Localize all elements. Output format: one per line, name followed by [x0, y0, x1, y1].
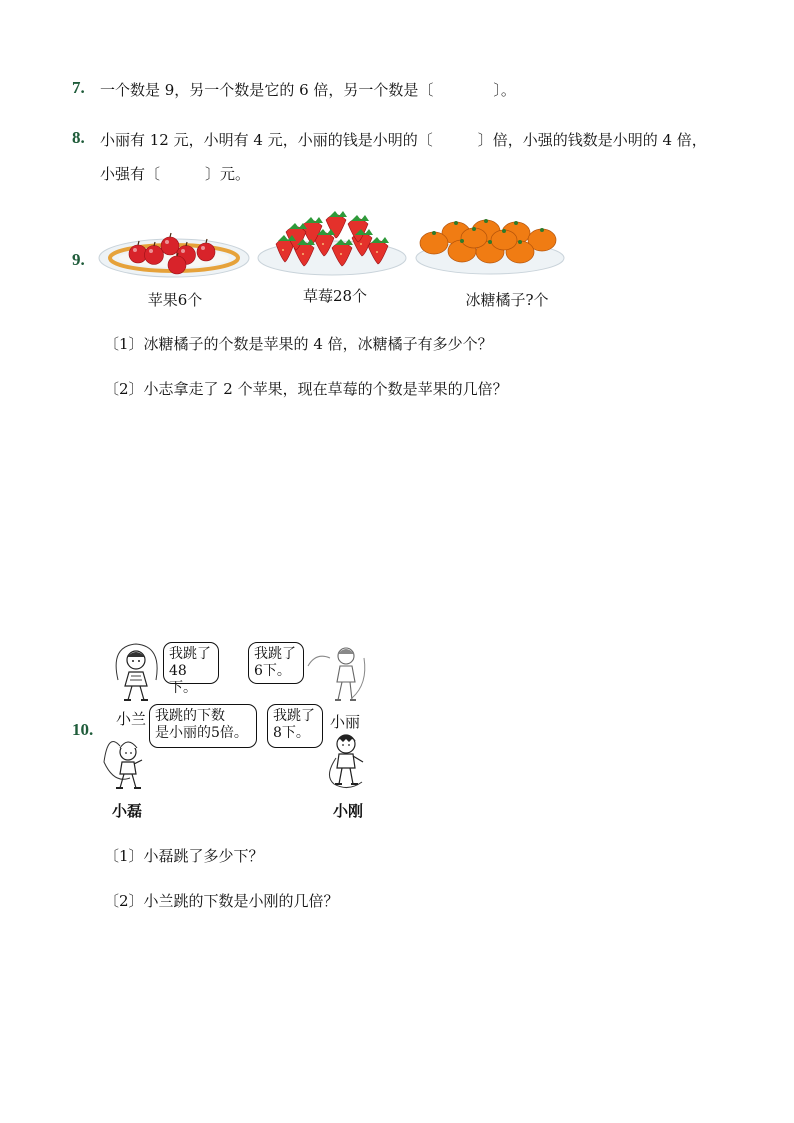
strawberry-plate-image	[256, 208, 408, 276]
bubble-xiaolan-line-2: 48下。	[169, 663, 197, 696]
speech-bubble-xiaogang	[267, 704, 323, 748]
apple-plate-image	[98, 228, 250, 280]
name-xiaogang: 小刚	[333, 802, 364, 820]
speech-bubble-xiaolan	[163, 642, 219, 696]
bubble-xiaoli-line-1: 我跳了	[254, 646, 296, 662]
bubble-xiaolan-line-1: 我跳了	[169, 646, 211, 662]
question-9-sub-1: 〔1〕冰糖橘子的个数是苹果的 4 倍，冰糖橘子有多少个？	[104, 335, 493, 353]
speech-bubble-xiaoli	[248, 642, 304, 684]
name-xiaoli: 小丽	[330, 713, 361, 731]
orange-caption: 冰糖橘子?个	[465, 291, 549, 309]
question-10-sub-2: 〔2〕小兰跳的下数是小刚的几倍？	[104, 892, 339, 910]
name-xiaolei: 小磊	[112, 802, 143, 820]
question-7-number: 7.	[72, 78, 85, 97]
bubble-xiaoli-line-2: 6下。	[254, 663, 291, 679]
orange-plate-image	[414, 216, 566, 276]
bubble-xiaogang-line-2: 8下。	[273, 725, 310, 741]
apple-caption: 苹果6个	[147, 291, 203, 309]
question-9-sub-2: 〔2〕小志拿走了 2 个苹果，现在草莓的个数是苹果的几倍？	[104, 380, 508, 398]
bubble-xiaolei-line-2: 是小丽的5倍。	[155, 725, 248, 741]
question-9-number: 9.	[72, 250, 85, 269]
speech-bubble-xiaolei	[149, 704, 257, 748]
question-8-line-2: 小强有〔 〕元。	[100, 165, 251, 183]
bubble-xiaolei-line-1: 我跳的下数	[155, 708, 225, 724]
question-8-line-1: 小丽有 12 元，小明有 4 元，小丽的钱是小明的〔 〕倍，小强的钱数是小明的 4 倍，	[100, 131, 707, 149]
question-8-number: 8.	[72, 128, 85, 147]
strawberry-caption: 草莓28个	[302, 287, 368, 305]
xiaogang-figure	[322, 728, 372, 796]
name-xiaolan: 小兰	[116, 710, 147, 728]
question-7-text: 一个数是 9，另一个数是它的 6 倍，另一个数是〔 〕。	[100, 81, 516, 99]
bubble-xiaogang-line-1: 我跳了	[273, 708, 315, 724]
xiaolei-figure	[106, 732, 158, 796]
question-10-sub-1: 〔1〕小磊跳了多少下？	[104, 847, 264, 865]
xiaoli-figure	[306, 644, 368, 708]
question-10-number: 10.	[72, 720, 94, 739]
xiaolan-figure	[112, 640, 162, 708]
